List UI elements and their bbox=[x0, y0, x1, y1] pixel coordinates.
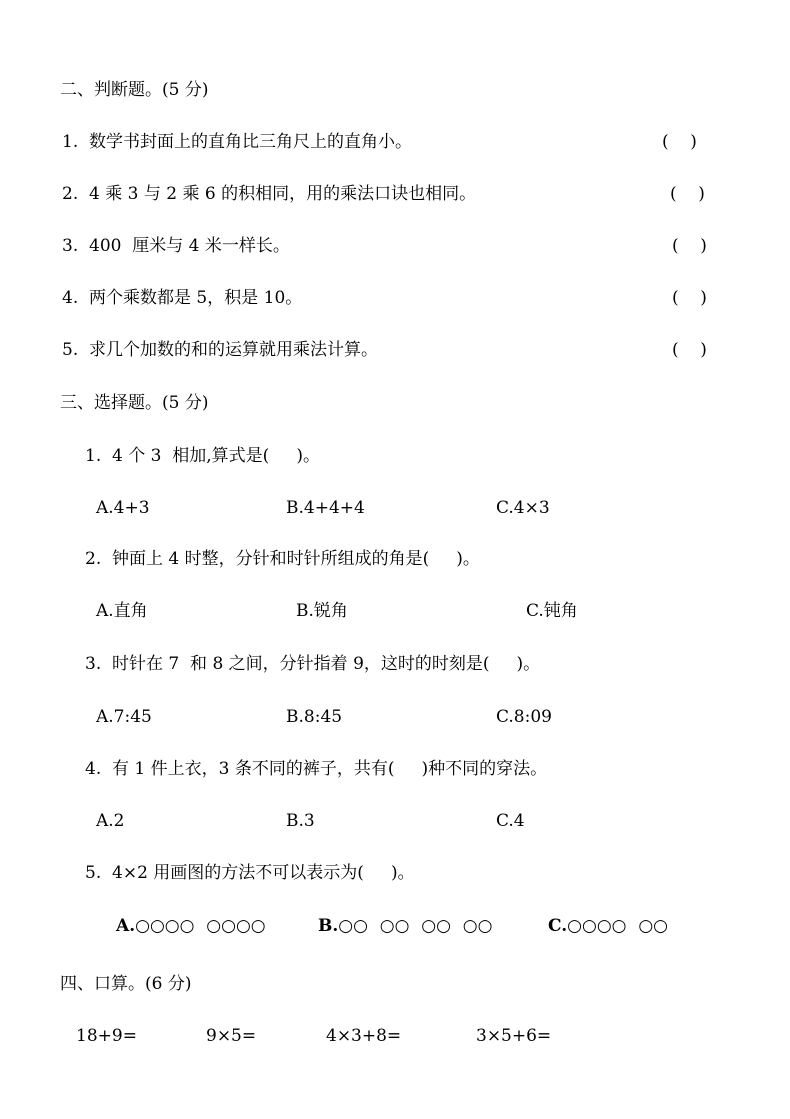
choice-2-option-b[interactable]: B.锐角 bbox=[296, 601, 348, 621]
section-4-title: 四、口算。(6 分) bbox=[60, 974, 192, 994]
choice-1-option-b[interactable]: B.4+4+4 bbox=[286, 498, 365, 518]
choice-5-option-c[interactable]: C.○○○○ ○○ bbox=[548, 916, 668, 936]
choice-2-option-a[interactable]: A.直角 bbox=[96, 601, 148, 621]
choice-5-option-a[interactable]: A.○○○○ ○○○○ bbox=[116, 916, 266, 936]
choice-5-option-b[interactable]: B.○○ ○○ ○○ ○○ bbox=[318, 916, 493, 936]
choice-question-4: 4. 有 1 件上衣，3 条不同的裤子，共有( )种不同的穿法。 bbox=[85, 759, 548, 779]
choice-1-option-a[interactable]: A.4+3 bbox=[96, 498, 150, 518]
judge-answer-3[interactable]: ( ) bbox=[672, 236, 707, 256]
judge-item-2: 2. 4 乘 3 与 2 乘 6 的积相同，用的乘法口诀也相同。 bbox=[62, 184, 477, 204]
choice-3-option-b[interactable]: B.8:45 bbox=[286, 707, 343, 727]
choice-question-2: 2. 钟面上 4 时整，分针和时针所组成的角是( )。 bbox=[85, 549, 480, 569]
choice-2-option-c[interactable]: C.钝角 bbox=[526, 601, 578, 621]
section-2-title: 二、判断题。(5 分) bbox=[60, 80, 209, 100]
judge-answer-2[interactable]: ( ) bbox=[670, 184, 705, 204]
choice-3-option-c[interactable]: C.8:09 bbox=[496, 707, 552, 727]
choice-3-option-a[interactable]: A.7:45 bbox=[96, 707, 152, 727]
choice-1-option-c[interactable]: C.4×3 bbox=[496, 498, 550, 518]
choice-question-3: 3. 时针在 7 和 8 之间，分针指着 9，这时的时刻是( )。 bbox=[85, 654, 541, 674]
oral-calc-1: 18+9= bbox=[76, 1026, 137, 1046]
choice-4-option-a[interactable]: A.2 bbox=[96, 811, 125, 831]
judge-item-5: 5. 求几个加数的和的运算就用乘法计算。 bbox=[62, 340, 379, 360]
choice-question-1: 1. 4 个 3 相加,算式是( )。 bbox=[85, 446, 320, 466]
judge-item-1: 1. 数学书封面上的直角比三角尺上的直角小。 bbox=[62, 132, 413, 152]
choice-4-option-b[interactable]: B.3 bbox=[286, 811, 315, 831]
choice-4-option-c[interactable]: C.4 bbox=[496, 811, 525, 831]
judge-item-4: 4. 两个乘数都是 5，积是 10。 bbox=[62, 288, 303, 308]
choice-question-5: 5. 4×2 用画图的方法不可以表示为( )。 bbox=[85, 863, 415, 883]
oral-calc-3: 4×3+8= bbox=[326, 1026, 402, 1046]
judge-answer-5[interactable]: ( ) bbox=[672, 340, 707, 360]
judge-answer-4[interactable]: ( ) bbox=[672, 288, 707, 308]
judge-answer-1[interactable]: ( ) bbox=[662, 132, 697, 152]
oral-calc-4: 3×5+6= bbox=[476, 1026, 552, 1046]
section-3-title: 三、选择题。(5 分) bbox=[60, 393, 209, 413]
judge-item-3: 3. 400 厘米与 4 米一样长。 bbox=[62, 236, 290, 256]
oral-calc-2: 9×5= bbox=[206, 1026, 257, 1046]
